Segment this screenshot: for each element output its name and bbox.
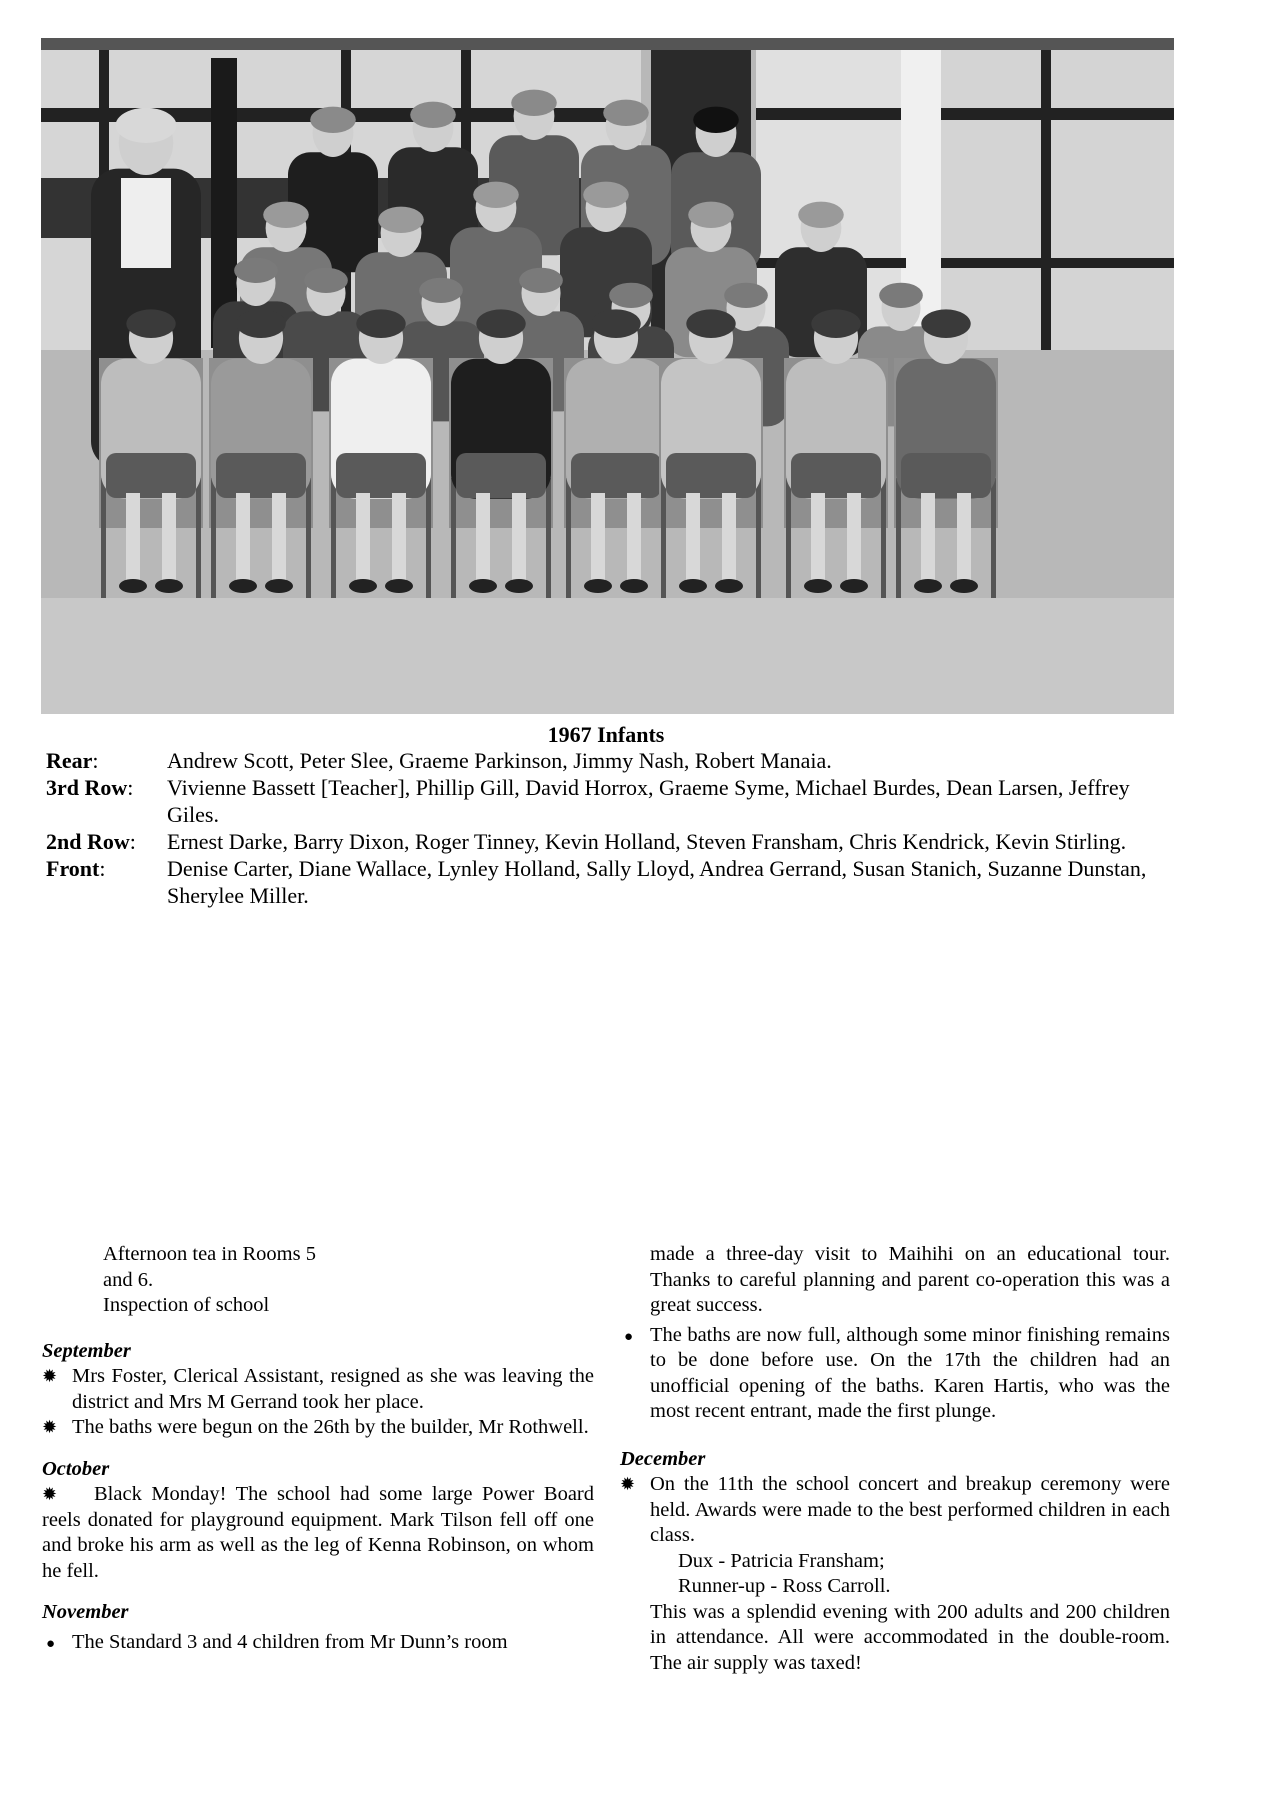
award-line: Dux - Patricia Fransham;	[678, 1549, 885, 1572]
dot-bullet-icon: ●	[46, 1635, 56, 1652]
rear-child-hair	[310, 107, 356, 133]
front-row-child-leg	[722, 493, 736, 583]
closing-text: This was a splendid evening with 200 adults and 200 children in attendance. All were accommodated in the double-room. The air supply was taxed!	[650, 1600, 1170, 1674]
dot-bullet-icon: ●	[624, 1328, 634, 1345]
front-row-child-skirt	[791, 453, 881, 498]
list-item	[620, 1472, 1170, 1676]
chair-leg	[786, 478, 791, 598]
chair-leg	[881, 478, 886, 598]
item-text: Mrs Foster, Clerical Assistant, resigned as she was leaving the district and Mrs M Gerrand took her place.	[72, 1365, 594, 1413]
star-bullet-icon: ✹	[42, 1484, 58, 1504]
caption-row-label: 3rd Row	[46, 775, 128, 800]
third-row-child-hair	[263, 202, 309, 228]
front-row-child-skirt	[666, 453, 756, 498]
front-row-child-shoe	[715, 579, 743, 593]
teacher-blouse	[121, 178, 171, 268]
front-row-child-shoe	[804, 579, 832, 593]
list-item	[620, 1323, 1170, 1425]
list-item	[42, 1364, 594, 1415]
month-heading-december: December	[620, 1447, 706, 1470]
intro-lines	[42, 1242, 594, 1319]
caption-row-rear: Rear: Andrew Scott, Peter Slee, Graeme Parkinson, Jimmy Nash, Robert Manaia.	[46, 747, 1186, 774]
caption-row-label: Front	[46, 856, 100, 881]
chair-leg	[426, 478, 431, 598]
front-row-child-shoe	[679, 579, 707, 593]
caption-row-names: Vivienne Bassett [Teacher], Phillip Gill, David Horrox, Graeme Syme, Michael Burdes, Dean Larsen, Jeffrey Giles.	[167, 775, 1130, 827]
front-row-child-skirt	[456, 453, 546, 498]
star-bullet-icon: ✹	[620, 1474, 636, 1494]
list-item	[42, 1482, 594, 1584]
chair-leg	[101, 478, 106, 598]
front-row-child-leg	[811, 493, 825, 583]
chair-leg	[896, 478, 901, 598]
star-bullet-icon: ✹	[42, 1366, 58, 1386]
front-row-child-leg	[162, 493, 176, 583]
third-row-child-hair	[688, 202, 734, 228]
rear-child-hair	[693, 107, 739, 133]
item-text: The baths were begun on the 26th by the builder, Mr Rothwell.	[72, 1416, 589, 1438]
third-row-child-hair	[798, 202, 844, 228]
front-row-child-leg	[272, 493, 286, 583]
award-line: Runner-up - Ross Carroll.	[678, 1575, 891, 1597]
caption-row-names: Denise Carter, Diane Wallace, Lynley Holland, Sally Lloyd, Andrea Gerrand, Susan Stanich, Suzanne Dunstan, Sherylee Miller.	[167, 856, 1147, 908]
rear-child-hair	[603, 100, 649, 126]
chair-leg	[331, 478, 336, 598]
front-row-child-shoe	[229, 579, 257, 593]
front-row-child-leg	[476, 493, 490, 583]
right-column	[620, 1242, 1170, 1676]
front-row-child-hair	[811, 309, 860, 338]
item-text: Black Monday! The school had some large Power Board reels donated for playground equipment. Mark Tilson fell off one and broke his arm as well as the leg of Kenna Robinson, on whom he fell.	[42, 1483, 594, 1582]
front-row-child-shoe	[950, 579, 978, 593]
front-row-child-shoe	[620, 579, 648, 593]
caption-row-label: 2nd Row	[46, 829, 130, 854]
front-row-child-hair	[476, 309, 525, 338]
front-row-child-leg	[512, 493, 526, 583]
front-row-child-hair	[356, 309, 405, 338]
month-heading-november: November	[42, 1601, 129, 1623]
front-row-child-shoe	[265, 579, 293, 593]
front-row-child-hair	[591, 309, 640, 338]
front-row-child-skirt	[106, 453, 196, 498]
teacher-hair	[116, 108, 177, 143]
third-row-child-hair	[583, 182, 629, 208]
second-row-child-hair	[234, 258, 278, 283]
item-text: The Standard 3 and 4 children from Mr Dunn’s room	[72, 1630, 508, 1653]
chair-leg	[306, 478, 311, 598]
front-row-child-shoe	[349, 579, 377, 593]
front-row-child-hair	[921, 309, 970, 338]
front-row-child-hair	[126, 309, 175, 338]
front-row-child-skirt	[216, 453, 306, 498]
caption-row-2nd: 2nd Row: Ernest Darke, Barry Dixon, Roger Tinney, Kevin Holland, Steven Fransham, Chris Kendrick, Kevin Stirling.	[46, 828, 1186, 855]
chair-leg	[756, 478, 761, 598]
chair-leg	[566, 478, 571, 598]
chair-leg	[211, 478, 216, 598]
second-row-child-hair	[609, 283, 653, 308]
front-row-child-skirt	[901, 453, 991, 498]
front-row-child-hair	[236, 309, 285, 338]
intro-line: Inspection of school	[103, 1294, 270, 1316]
month-heading-september: September	[42, 1339, 131, 1362]
caption-row-names: Andrew Scott, Peter Slee, Graeme Parkinson, Jimmy Nash, Robert Manaia.	[167, 748, 832, 773]
front-row-child-leg	[847, 493, 861, 583]
list-item	[42, 1415, 594, 1441]
photo-roofline	[41, 38, 1174, 50]
front-row-child-shoe	[840, 579, 868, 593]
front-row-child-leg	[957, 493, 971, 583]
second-row-child-hair	[419, 278, 463, 303]
intro-line: Afternoon tea in Rooms 5	[103, 1243, 316, 1265]
third-row-child-hair	[473, 182, 519, 208]
caption-row-front: Front: Denise Carter, Diane Wallace, Lynley Holland, Sally Lloyd, Andrea Gerrand, Susan Stanich, Suzanne Dunstan, Sherylee Miller.	[46, 855, 1186, 909]
list-item	[42, 1630, 594, 1656]
front-row-child-hair	[686, 309, 735, 338]
front-row-child-shoe	[584, 579, 612, 593]
rear-child-hair	[511, 90, 557, 116]
caption-row-label: Rear	[46, 748, 93, 773]
photo-caption-title: 1967 Infants	[547, 722, 665, 747]
photo-caption	[46, 747, 1186, 909]
chair-leg	[661, 478, 666, 598]
chair-leg	[991, 478, 996, 598]
front-row-child-shoe	[155, 579, 183, 593]
front-row-child-shoe	[119, 579, 147, 593]
left-column	[42, 1242, 594, 1655]
second-row-child-hair	[724, 283, 768, 308]
front-row-child-shoe	[914, 579, 942, 593]
second-row-child-hair	[879, 283, 923, 308]
star-bullet-icon: ✹	[42, 1417, 58, 1437]
chair-leg	[546, 478, 551, 598]
front-row-child-shoe	[469, 579, 497, 593]
item-text: The baths are now full, although some minor finishing remains to be done before use. On the 17th the children had an unofficial opening of the baths. Karen Hartis, who was the most recent entrant, made the first plunge.	[650, 1323, 1170, 1422]
second-row-child-hair	[304, 268, 348, 293]
caption-row-names: Ernest Darke, Barry Dixon, Roger Tinney, Kevin Holland, Steven Fransham, Chris Kendrick, Kevin Stirling.	[167, 829, 1127, 854]
front-row-child-skirt	[336, 453, 426, 498]
rear-child-hair	[410, 102, 456, 128]
front-row-child-leg	[627, 493, 641, 583]
class-photo	[41, 38, 1174, 714]
month-heading-october: October	[42, 1457, 110, 1480]
front-row-child-leg	[236, 493, 250, 583]
front-row-child-skirt	[571, 453, 661, 498]
front-row-child-leg	[392, 493, 406, 583]
third-row-child-hair	[378, 207, 424, 233]
front-row-child-leg	[591, 493, 605, 583]
front-row-child-leg	[126, 493, 140, 583]
chair-leg	[196, 478, 201, 598]
item-text: On the 11th the school concert and breakup ceremony were held. Awards were made to the best performed children in each class.	[650, 1473, 1170, 1546]
chair-leg	[451, 478, 456, 598]
front-row-child-leg	[921, 493, 935, 583]
photo-ground	[41, 598, 1174, 714]
front-row-child-leg	[356, 493, 370, 583]
front-row-child-leg	[686, 493, 700, 583]
front-row-child-shoe	[505, 579, 533, 593]
continuation-text: made a three-day visit to Maihihi on an educational tour. Thanks to careful planning and parent co-operation this was a great success.	[650, 1243, 1170, 1316]
class-photo-image	[41, 38, 1174, 714]
caption-row-3rd: 3rd Row: Vivienne Bassett [Teacher], Phillip Gill, David Horrox, Graeme Syme, Michael Burdes, Dean Larsen, Jeffrey Giles.	[46, 774, 1186, 828]
second-row-child-hair	[519, 268, 563, 293]
intro-line: and 6.	[103, 1268, 154, 1291]
front-row-child-shoe	[385, 579, 413, 593]
